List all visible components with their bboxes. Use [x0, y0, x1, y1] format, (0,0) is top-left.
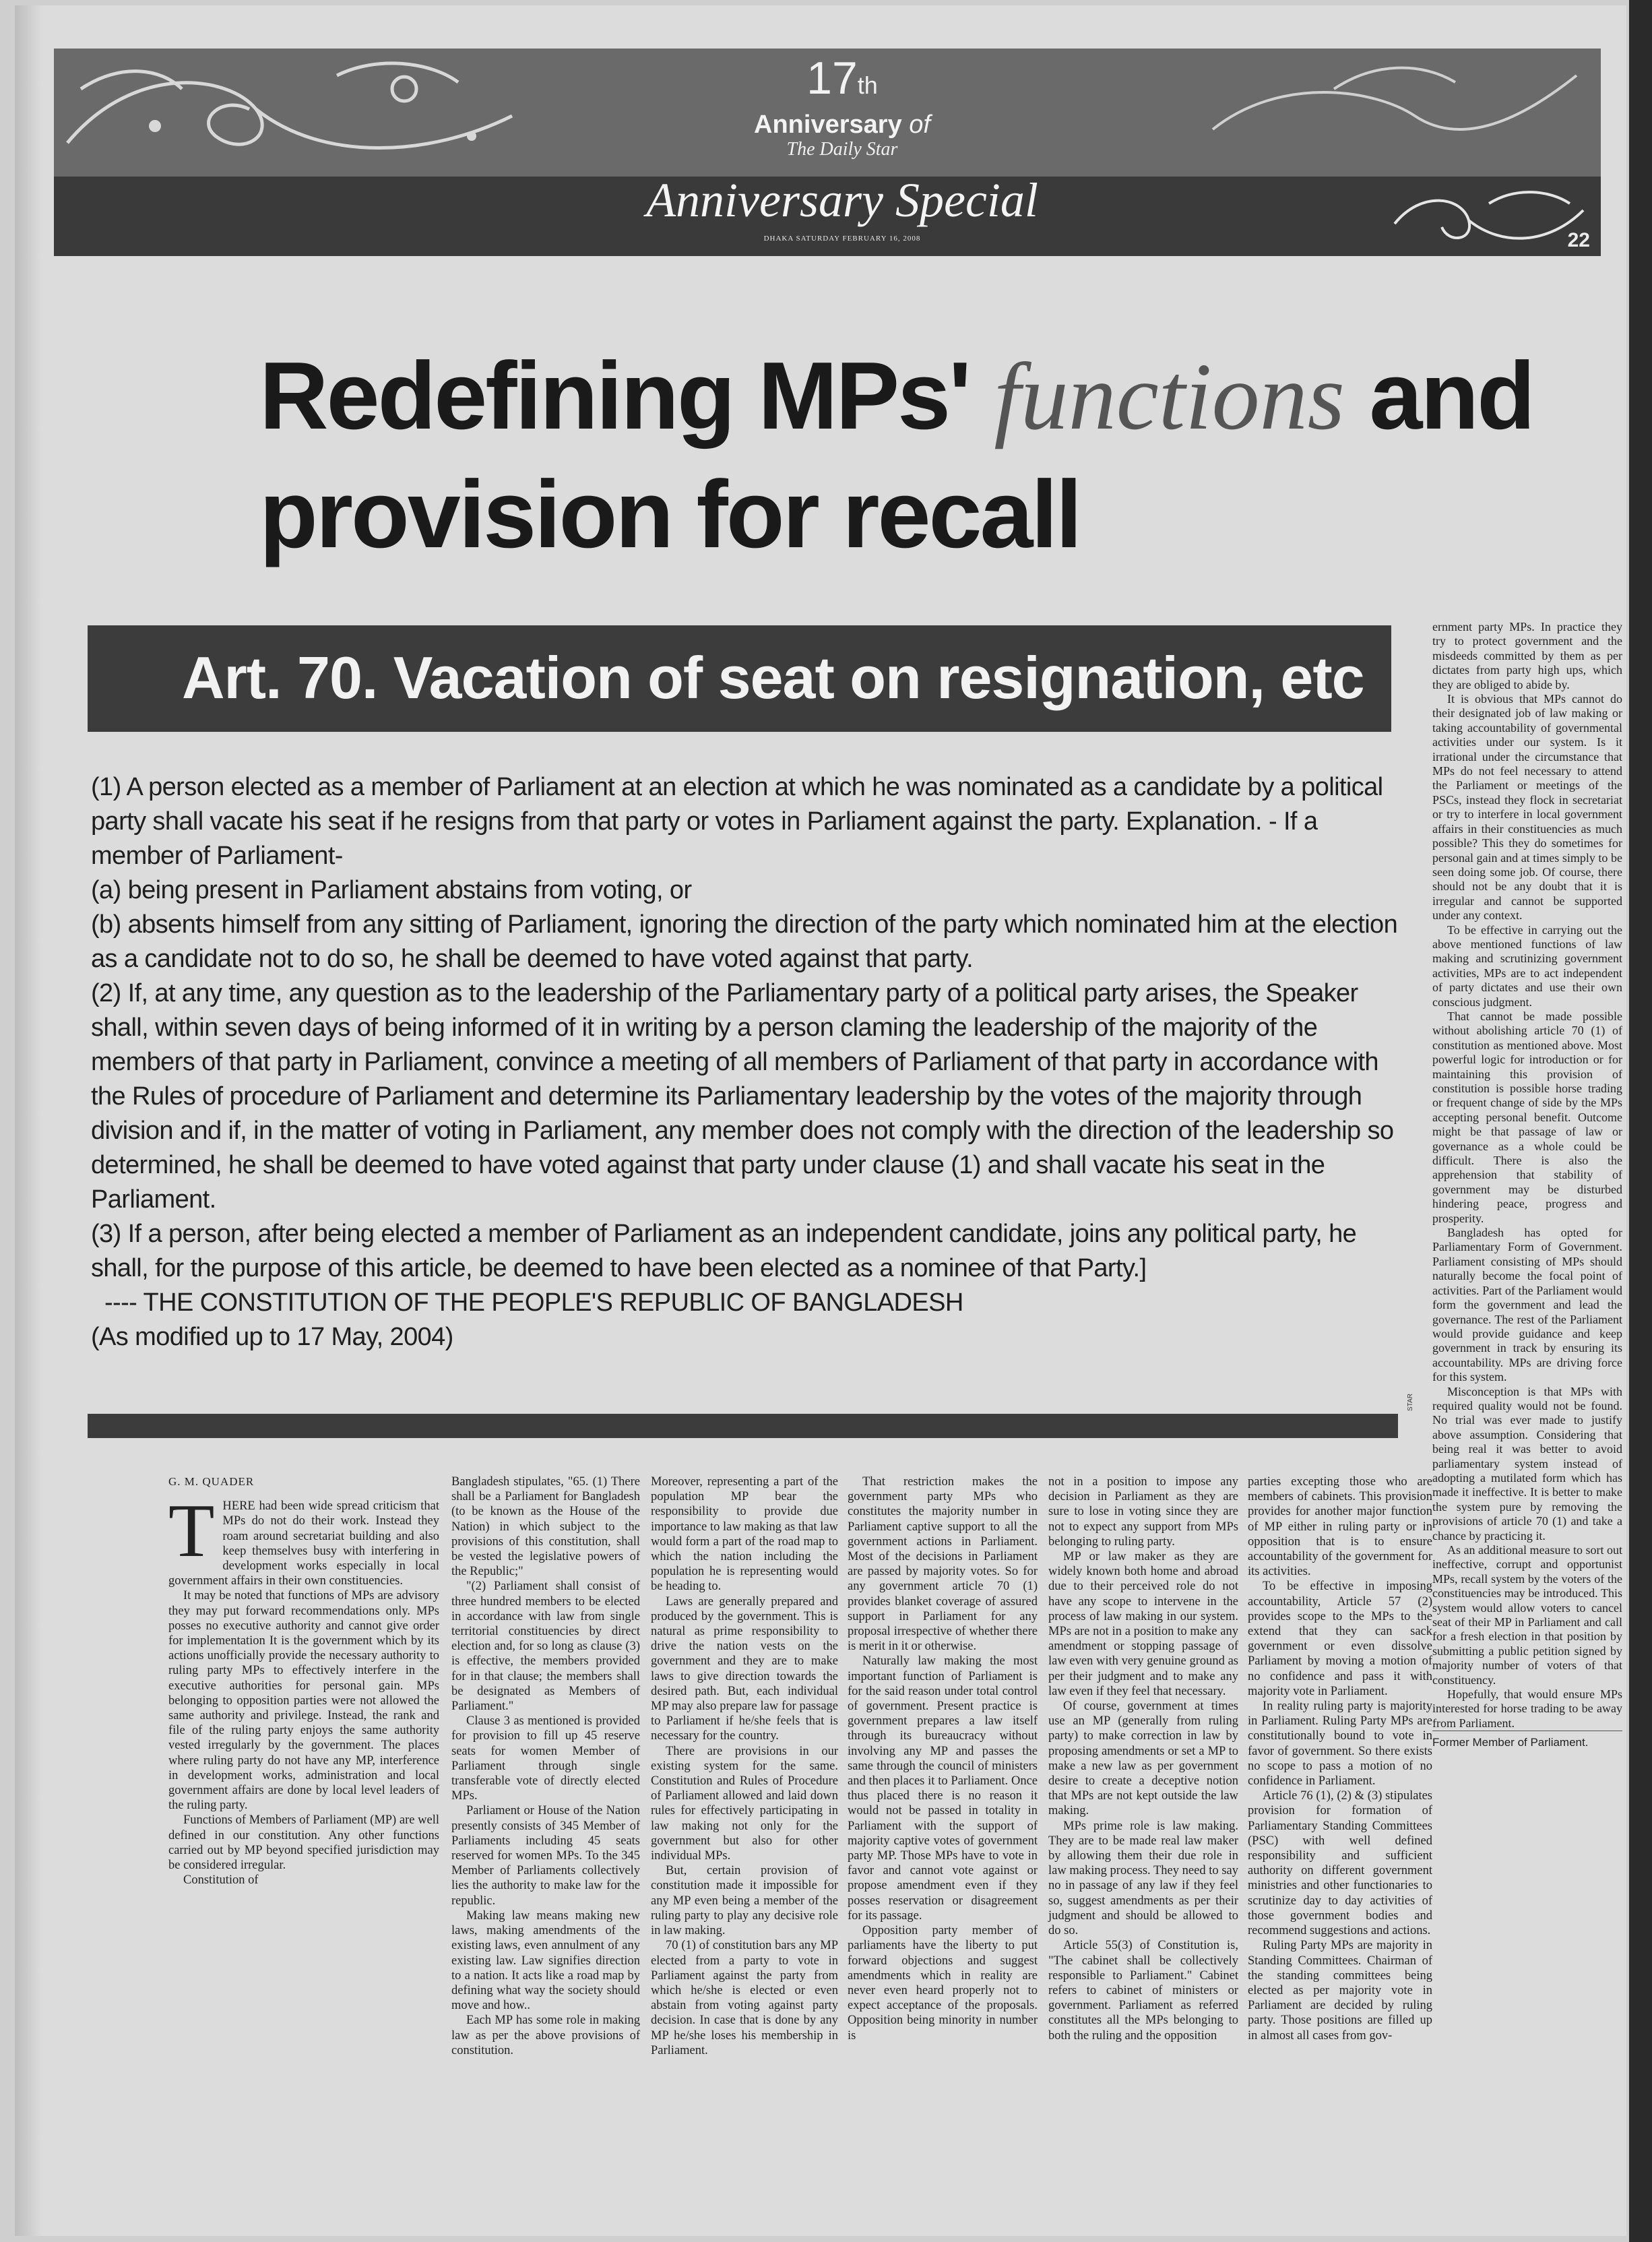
headline-part-1: Redefining MPs'	[259, 342, 970, 449]
article70-clause-1: (1) A person elected as a member of Parliament at an election at which he was nominated as a candidate by a political party shall vacate his seat if he resigns from that party or votes in Parliament against the party. Explanation. - If a member of Parliament-	[91, 773, 1383, 870]
paragraph: Article 76 (1), (2) & (3) stipulates provision for formation of Parliamentary Standing Committees (PSC) with well defined responsibility and sufficient authority on different government ministries and other functionaries to scrutinize day to day activities of those government bodies and recommend suggestions and actions.	[1248, 1789, 1432, 1938]
article70-modified-note: (As modified up to 17 May, 2004)	[91, 1323, 453, 1351]
paragraph: But, certain provision of constitution made it impossible for any MP even being a member of the ruling party to play any decisive role in law making.	[651, 1864, 838, 1938]
article70-bottom-rule	[88, 1414, 1398, 1438]
paragraph: As an additional measure to sort out ineffective, corrupt and opportunist MPs, recall system by the voters of the constituencies may be introduced. This system would allow voters to cancel seat of their MP in Parliament and call for a fresh election in that position by submitting a public petition signed by majority number of voters of that constituency.	[1432, 1543, 1622, 1687]
paragraph: Making law means making new laws, making amendments of the existing laws, even annulment of any existing law. Law signifies direction to a nation. It acts like a road map by defining what way the society should move and how..	[451, 1908, 640, 2013]
article70-text	[91, 770, 1401, 1354]
paragraph: It is obvious that MPs cannot do their designated job of law making or taking accountability of governmental activities under our system. Is it irrational under the circumstance that MPs do not feel necessary to attend the Parliament or meetings of the PSCs, instead they flock in secretariat or try to interfere in local government affairs in their constituencies as much possible? This they do sometimes for personal gain and at times simply to be seen doing some job. Of course, there should not be any doubt that it is irregular and cannot be supported under any context.	[1432, 692, 1622, 923]
anniversary-number: 17th	[806, 53, 878, 104]
paragraph: In reality ruling party is majority in Parliament. Ruling Party MPs are constitutionally bound to vote in favor of government. So there exists no scope to pass a motion of no confidence in Parliament.	[1248, 1700, 1432, 1788]
paragraph: Moreover, representing a part of the population MP bear the responsibility to provide due importance to law making as that law would form a part of the road map to which the nation including the population he is representing would be heading to.	[651, 1475, 838, 1594]
column-3	[651, 1474, 838, 2058]
paragraph: Hopefully, that would ensure MPs interested for horse trading to be away from Parliament.	[1432, 1687, 1622, 1730]
paragraph: It may be noted that functions of MPs are advisory they may put forward recommendations only. MPs posses no executive authority and cannot give order for implementation It is the government which by its actions unofficially provide the necessary authority to ruling party MPs to effectively interfere in the executive authorities for personal gain. MPs belonging to opposition parties were not allowed the same authority and privilege. Instead, the rank and file of the ruling party enjoys the same authority vested irregularly by the government. The places where ruling party do not have any MP, interference in development works, administration and local government affairs are done by local level leaders of the ruling party.	[168, 1589, 439, 1813]
paragraph: That cannot be made possible without abolishing article 70 (1) of constitution as mentioned above. Most powerful logic for introduction or for maintaining this provision of constitution is possible horse trading or frequent change of side by the MPs accepting personal benefit. Outcome might be that passage of law or governance as a whole could be difficult. There is also the apprehension that stability of government may be disturbed hindering peace, progress and prosperity.	[1432, 1009, 1622, 1225]
byline: G. M. QUADER	[168, 1475, 255, 1488]
column-7	[1432, 620, 1622, 1750]
paragraph: "(2) Parliament shall consist of three hundred members to be elected in accordance with law from single territorial constituencies by direct election and, for so long as clause (3) is effective, the members provided for in that clause; the members shall be designated as Members of Parliament."	[451, 1580, 640, 1714]
paragraph: parties excepting those who are members of cabinets. This provision provides for another major function of MP either in ruling party or in opposition that is to ensure accountability of the government for its activities.	[1248, 1475, 1432, 1579]
paragraph: To be effective in carrying out the above mentioned functions of law making and scrutinizing government activities, MPs are to act independent of party dictates and use their own conscious judgment.	[1432, 923, 1622, 1009]
paper-name: The Daily Star	[786, 139, 898, 160]
dateline: DHAKA SATURDAY FEBRUARY 16, 2008	[763, 235, 921, 243]
article70-clause-2: (2) If, at any time, any question as to the leadership of the Parliamentary party of a political party arises, the Speaker shall, within seven days of being informed of it in writing by a person claming the leadership of the majority of the members of that party in Parliament, convince a meeting of all members of Parliament of that party in accordance with the Rules of procedure of Parliament and determine its Parliamentary leadership by the votes of the majority through division and if, in the matter of voting in Parliament, any member does not comply with the direction of the leadership so determined, he shall be deemed to have voted against that party under clause (1) and shall vacate his seat in the Parliament.	[91, 979, 1394, 1214]
paragraph: Misconception is that MPs with required quality would not be found. No trial was ever made to justify above assumption. Considering that being real it was better to avoid parliamentary system instead of adopting a mutilated form which has made it ineffective. It is better to make the system pure by removing the provisions of article 70 (1) and take a chance by practicing it.	[1432, 1384, 1622, 1543]
paragraph: Each MP has some role in making law as per the above provisions of constitution.	[451, 2014, 640, 2057]
paragraph: Laws are generally prepared and produced by the government. This is natural as prime responsibility to drive the nation vests on the government and they are to make laws to give direction towards the desired path. But, each individual MP may also prepare law for passage to Parliament if he/she feels that is necessary for the country.	[651, 1594, 838, 1743]
masthead-banner	[54, 49, 1601, 177]
section-title: Anniversary Special	[646, 173, 1038, 227]
dropcap: T	[168, 1489, 215, 1574]
paragraph: Functions of Members of Parliament (MP) are well defined in our constitution. Any other functions carried out by MP beyond specified jurisdiction may be considered irregular.	[168, 1813, 439, 1873]
headline-part-3: and	[1369, 342, 1533, 449]
article70-clause-1a: (a) being present in Parliament abstains from voting, or	[91, 876, 692, 904]
paragraph: Ruling Party MPs are majority in Standing Committees. Chairman of the standing committees being elected as per majority vote in Parliament are decided by ruling party. Those positions are filled up in almost all cases from gov-	[1248, 1939, 1432, 2043]
left-ornament-swirl	[54, 49, 526, 177]
anniversary-label: Anniversary of	[754, 111, 930, 139]
page-number: 22	[1567, 229, 1590, 251]
paragraph: Clause 3 as mentioned is provided for provision to fill up 45 reserve seats for women Member of Parliament through single transferable vote of directly elected MPs.	[451, 1714, 640, 1803]
paragraph: Article 55(3) of Constitution is, "The cabinet shall be collectively responsible to Parliament." Cabinet refers to cabinet of ministers or government. Parliament as referred constitutes all the MPs belonging to both the ruling and the opposition	[1048, 1939, 1238, 2043]
article70-clause-1b: (b) absents himself from any sitting of Parliament, ignoring the direction of the party which nominated him at the election as a candidate not to do so, he shall be deemed to have voted against that party.	[91, 910, 1398, 973]
author-note: Former Member of Parliament.	[1432, 1731, 1622, 1749]
headline	[259, 337, 1593, 574]
paragraph: Bangladesh stipulates, "65. (1) There shall be a Parliament for Bangladesh (to be known as the House of the Nation) in which subject to the provisions of this constitution, shall be vested the legislative powers of the Republic;"	[451, 1475, 640, 1579]
column-1	[168, 1474, 439, 1888]
paragraph: Naturally law making the most important function of Parliament is for the said reason under total control of government. Present practice is government prepares a law itself through its bureaucracy without involving any MP and passes the same through the council of ministers and then places it to Parliament. Once thus placed there is no reason it would not be passed in totality in Parliament with the support of majority captive votes of government party MP. Those MPs have to vote in favor and cannot vote against or propose amendment even if they posses reservation or disagreement for its passage.	[848, 1654, 1038, 1923]
paragraph: MPs prime role is law making. They are to be made real law maker by allowing them their due role in law making process. They need to say no in passage of any law if they feel so, suggest amendments as per their judgment and should be allowed to do so.	[1048, 1819, 1238, 1938]
paragraph: not in a position to impose any decision in Parliament as they are sure to lose in voting since they are not to expect any support from MPs belonging to ruling party.	[1048, 1475, 1238, 1549]
photo-credit: STAR	[1407, 1394, 1414, 1411]
column-4	[848, 1474, 1038, 2043]
paragraph: MP or law maker as they are widely known both home and abroad due to their perceived role do not have any scope to intervene in the process of law making in our system. MPs are not in a position to make any amendment or stopping passage of law even with very genuine ground as per their judgment and to make any law even if they feel that necessary.	[1048, 1550, 1238, 1698]
article70-title: Art. 70. Vacation of seat on resignation, etc	[182, 644, 1364, 711]
headline-part-2: functions	[994, 343, 1345, 449]
column-6	[1248, 1474, 1432, 2043]
paragraph: That restriction makes the government party MPs who constitutes the majority number in Parliament captive support to all the government actions in Parliament. Most of the decisions in Parliament are passed by majority votes. So for any government article 70 (1) provides blanket coverage of assured support in Parliament for any proposal irrespective of whether there is merit in it or otherwise.	[848, 1475, 1038, 1654]
right-ornament-swirl	[1199, 49, 1601, 177]
paragraph: Constitution of	[183, 1873, 259, 1888]
paragraph: Of course, government at times use an MP (generally from ruling party) to make correction in law by proposing amendments or set a MP to make a new law as per government desire to create a deceptive notion that MPs are not kept outside the law making.	[1048, 1700, 1238, 1818]
paragraph: ernment party MPs. In practice they try to protect government and the misdeeds committed by them as per dictates from party high ups, which they are obliged to abide by.	[1432, 620, 1622, 691]
paragraph: To be effective in imposing accountability, Article 57 (2) provides scope to the MPs to the extend that they can sack government or even dissolve Parliament by moving a motion of no confidence and pass it with majority vote in Parliament.	[1248, 1580, 1432, 1698]
page-edge-shadow	[1629, 0, 1652, 2242]
article70-source: ---- THE CONSTITUTION OF THE PEOPLE'S REPUBLIC OF BANGLADESH	[104, 1288, 963, 1317]
column-2	[451, 1474, 640, 2058]
paragraph: 70 (1) of constitution bars any MP elected from a party to vote in Parliament against the party from which he/she is elected or even abstain from voting against party decision. In case that is done by any MP he/she loses his membership in Parliament.	[651, 1939, 838, 2057]
headline-part-4: provision for recall	[259, 461, 1081, 568]
paragraph: Bangladesh has opted for Parliamentary Form of Government. Parliament consisting of MPs should naturally become the focal point of activities. Part of the Parliament would form the government and lead the governance. The rest of the Parliament would provide guidance and keep government in track by ensuring its accountability. MPs are driving force for this system.	[1432, 1226, 1622, 1384]
article70-clause-3: (3) If a person, after being elected a member of Parliament as an independent candidate, joins any political party, he shall, for the purpose of this article, be deemed to have been elected as a nominee of that Party.]	[91, 1220, 1357, 1282]
paragraph: Parliament or House of the Nation presently consists of 345 Member of Parliaments including 45 seats reserved for women MPs. To the 345 Member of Parliaments collectively lies the authority to make law for the republic.	[451, 1804, 640, 1908]
paragraph: There are provisions in our existing system for the same. Constitution and Rules of Procedure of Parliament allowed and laid down rules for effectively participating in law making not only for the government but also for other individual MPs.	[651, 1744, 838, 1863]
paragraph: HERE had been wide spread criticism that MPs do not do their work. Instead they roam around secretariat building and also keep themselves busy with interfering in development works especially in local government affairs in their own constituencies.	[168, 1499, 439, 1588]
column-5	[1048, 1474, 1238, 2043]
paragraph: Opposition party member of parliaments have the liberty to put forward objections and suggest amendments which in reality are never even heard properly not to expect acceptance of the proposals. Opposition being minority in number is	[848, 1924, 1038, 2043]
